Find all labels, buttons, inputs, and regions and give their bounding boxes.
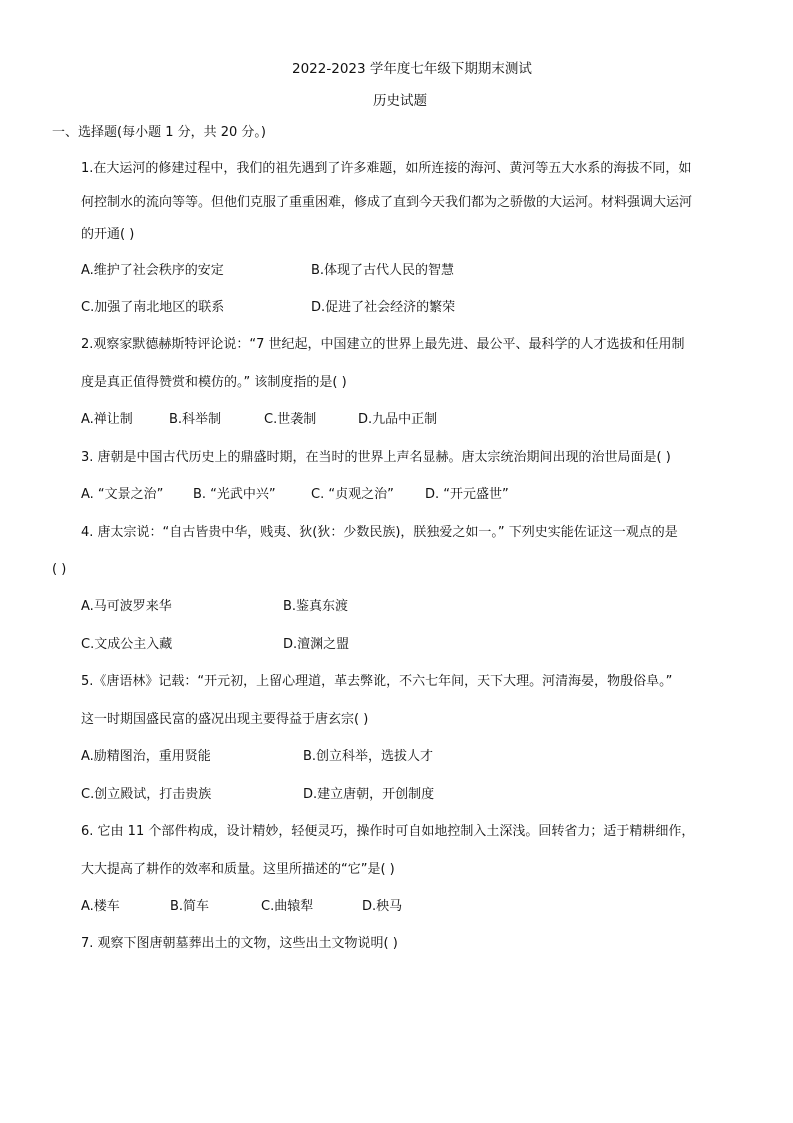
question-5-line-1: 5.《唐语林》记载：“开元初，上留心理道，革去弊讹，不六七年间，天下大理。河清海晏，物殷俗阜。” [81,674,673,689]
question-2-option-b: B.科举制 [169,412,222,427]
question-2-option-d: D.九品中正制 [358,412,438,427]
question-2-option-c: C.世袭制 [264,412,317,427]
question-1-option-a: A.维护了社会秩序的安定 [81,263,224,278]
question-4-option-d: D.澶渊之盟 [283,637,350,652]
question-5-option-c: C.创立殿试，打击贵族 [81,787,212,802]
question-3-option-c: C. “贞观之治” [311,487,394,502]
question-5-line-2: 这一时期国盛民富的盛况出现主要得益于唐玄宗( ) [81,712,369,727]
question-6-option-d: D.秧马 [362,899,403,914]
question-1-option-d: D.促进了社会经济的繁荣 [311,300,456,315]
question-6-line-1: 6. 它由 11 个部件构成，设计精妙，轻便灵巧，操作时可自如地控制入土深浅。回转省力；适于精耕细作， [81,824,695,839]
exam-title: 2022-2023 学年度七年级下期期末测试 [292,61,532,77]
question-4-option-b: B.鉴真东渡 [283,599,349,614]
question-6-option-b: B.简车 [170,899,210,914]
question-7-line-1: 7. 观察下图唐朝墓葬出土的文物，这些出土文物说明( ) [81,936,398,951]
section-heading: 一、选择题(每小题 1 分，共 20 分。) [52,125,266,140]
question-5-option-b: B.创立科举，选拔人才 [303,749,434,764]
question-5-option-d: D.建立唐朝，开创制度 [303,787,435,802]
question-4-option-c: C.文成公主入藏 [81,637,173,652]
question-1-line-2: 何控制水的流向等等。但他们克服了重重困难，修成了直到今天我们都为之骄傲的大运河。材料强调大运河 [81,195,693,210]
question-6-line-2: 大大提高了耕作的效率和质量。这里所描述的“它”是( ) [81,862,395,877]
question-3-option-b: B. “光武中兴” [193,487,276,502]
question-6-option-c: C.曲辕犁 [261,899,314,914]
question-6-option-a: A.楼车 [81,899,120,914]
question-2-line-2: 度是真正值得赞赏和模仿的。” 该制度指的是( ) [81,375,347,390]
question-2-option-a: A.禅让制 [81,412,133,427]
question-5-option-a: A.励精图治，重用贤能 [81,749,211,764]
question-3-option-d: D. “开元盛世” [425,487,509,502]
question-3-line-1: 3. 唐朝是中国古代历史上的鼎盛时期，在当时的世界上声名显赫。唐太宗统治期间出现的治世局面是( ) [81,450,671,465]
question-1-option-c: C.加强了南北地区的联系 [81,300,225,315]
question-1-line-3: 的开通( ) [81,227,135,242]
question-4-line-2: ( ) [52,562,67,577]
exam-subject: 历史试题 [373,93,427,109]
question-2-line-1: 2.观察家默德赫斯特评论说：“7 世纪起，中国建立的世界上最先进、最公平、最科学的人才选拔和任用制 [81,337,685,352]
question-4-option-a: A.马可波罗来华 [81,599,172,614]
question-1-line-1: 1.在大运河的修建过程中，我们的祖先遇到了许多难题，如所连接的海河、黄河等五大水系的海拔不同，如 [81,161,692,176]
question-4-line-1: 4. 唐太宗说：“自古皆贵中华，贱夷、狄(狄：少数民族)，朕独爱之如一。” 下列史实能佐证这一观点的是 [81,525,678,540]
question-3-option-a: A. “文景之治” [81,487,164,502]
question-1-option-b: B.体现了古代人民的智慧 [311,263,455,278]
